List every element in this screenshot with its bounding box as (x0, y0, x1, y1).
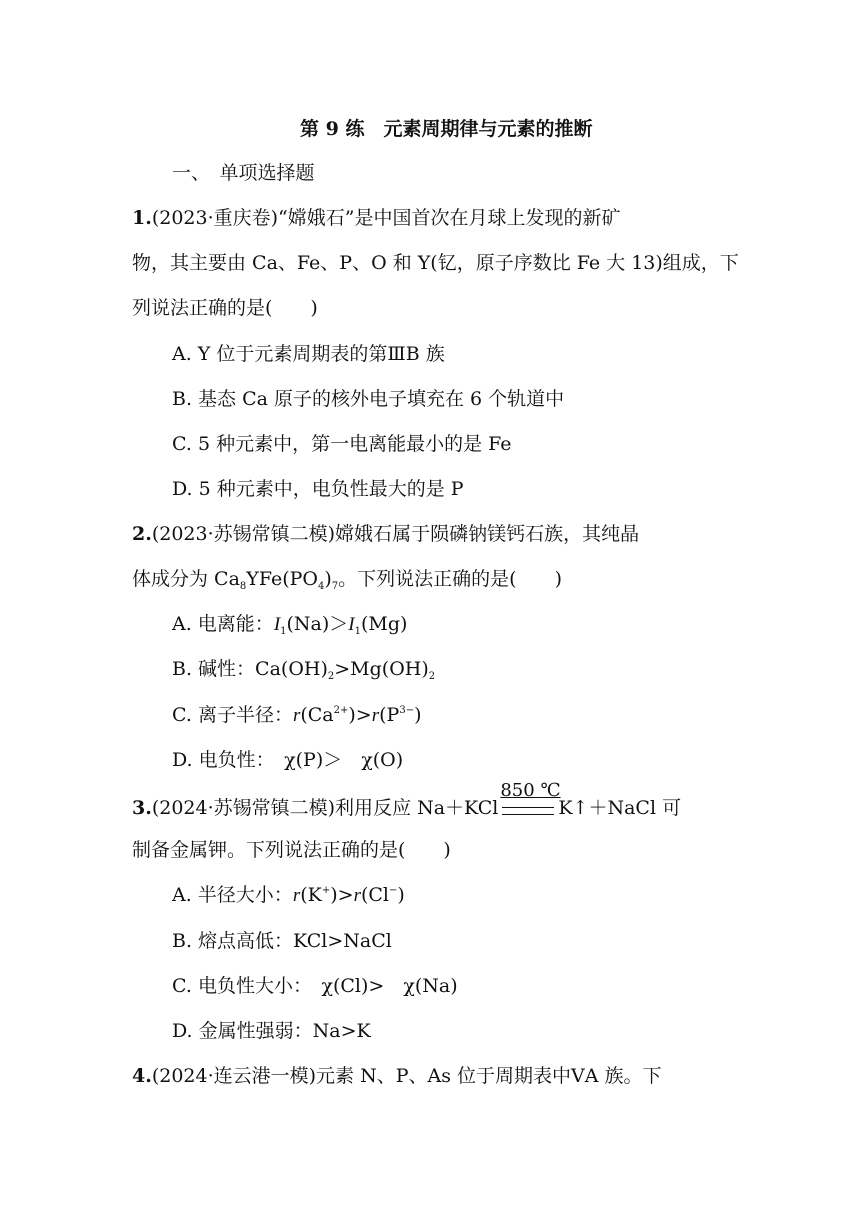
question-3-option-d: D. 金属性强弱：Na>K (172, 1020, 371, 1042)
question-3-number: 3. (132, 797, 152, 819)
question-2-number: 2. (132, 523, 152, 545)
question-3-line-1: 3.(2024·苏锡常镇二模)利用反应 Na＋KCl 850 ℃ K↑＋NaCl 可 (132, 780, 682, 819)
question-2-option-c: C. 离子半径：$r(Ca^{2+})>r(P^{3-})$ (172, 704, 422, 726)
section-heading: 一、 单项选择题 (172, 162, 315, 184)
question-3-option-c: C. 电负性大小： χ(Cl)> χ(Na) (172, 975, 458, 997)
question-3-option-b: B. 熔点高低：KCl>NaCl (172, 930, 392, 952)
question-1-option-d: D. 5 种元素中，电负性最大的是 P (172, 478, 464, 500)
question-1-line-2: 物，其主要由 Ca、Fe、P、O 和 Y(钇，原子序数比 Fe 大 13)组成，下 (132, 252, 739, 274)
page-title: 第 9 练 元素周期律与元素的推断 (300, 118, 593, 140)
question-2-option-a: A. 电离能：$I_1(Na)>I_1(Mg)$ (172, 613, 408, 637)
equals-sign (502, 807, 554, 815)
question-1-option-c: C. 5 种元素中，第一电离能最小的是 Fe (172, 433, 512, 455)
question-2-option-d: D. 电负性： χ(P)＞ χ(O) (172, 749, 404, 771)
question-1-line-1: 1.(2023·重庆卷)“嫦娥石”是中国首次在月球上发现的新矿 (132, 207, 621, 229)
question-1-line-3: 列说法正确的是( ) (132, 297, 318, 319)
question-3-option-a: A. 半径大小：r(K+)>r(Cl−) (172, 884, 405, 906)
question-4-number: 4. (132, 1065, 152, 1087)
question-2-option-b: B. 碱性：$Ca(OH)_2>Mg(OH)_2$ (172, 658, 436, 682)
question-3-line-2: 制备金属钾。下列说法正确的是( ) (132, 839, 451, 861)
question-1-number: 1. (132, 207, 152, 229)
question-4-line-1: 4.(2024·连云港一模)元素 N、P、As 位于周期表中ⅤA 族。下 (132, 1065, 662, 1087)
reaction-condition: 850 ℃ (500, 795, 556, 821)
question-1-option-b: B. 基态 Ca 原子的核外电子填充在 6 个轨道中 (172, 388, 565, 410)
question-1-option-a: A. Y 位于元素周期表的第ⅢB 族 (172, 343, 445, 365)
question-2-line-2: 体成分为 $Ca_8YFe(PO_4)_7$。下列说法正确的是( ) (132, 568, 562, 592)
question-2-line-1: 2.(2023·苏锡常镇二模)嫦娥石属于陨磷钠镁钙石族，其纯晶 (132, 523, 640, 545)
